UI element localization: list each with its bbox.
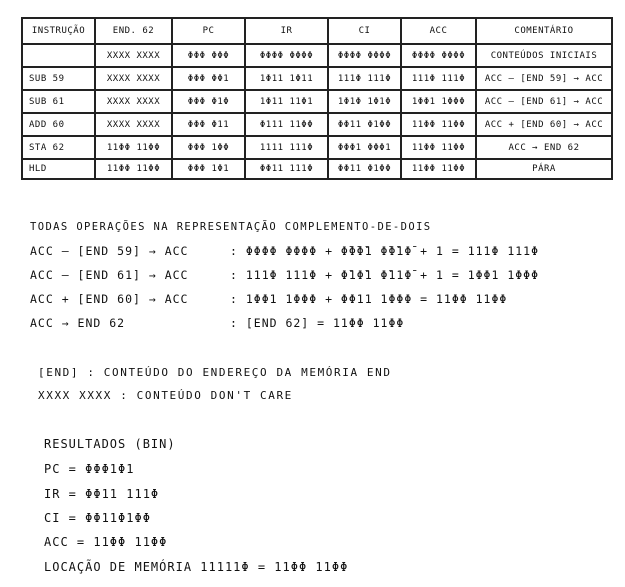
cell-end62: 11ΦΦ 11ΦΦ [95,136,172,159]
cell-ir: 1Φ11 1Φ11 [245,67,328,90]
cell-end62: XXXX XXXX [95,90,172,113]
cell-end62: XXXX XXXX [95,113,172,136]
cell-ci: ΦΦ11 Φ1ΦΦ [328,113,401,136]
cell-instrucao: SUB 59 [22,67,95,90]
result-ci: CI = ΦΦ11Φ1ΦΦ [44,511,151,525]
header-instrucao: INSTRUÇÃO [22,18,95,44]
cell-end62: XXXX XXXX [95,44,172,67]
cell-ir: Φ111 11ΦΦ [245,113,328,136]
cell-instrucao: ADD 60 [22,113,95,136]
execution-trace-table [21,17,613,180]
cell-pc: ΦΦΦ ΦΦ1 [172,67,245,90]
cell-ci: ΦΦΦΦ ΦΦΦΦ [328,44,401,67]
header-comentario: COMENTÁRIO [476,18,612,44]
result-memory: LOCAÇÃO DE MEMÓRIA 11111Φ = 11ΦΦ 11ΦΦ [44,560,349,574]
equation-line [30,292,507,306]
cell-ir: 1111 111Φ [245,136,328,159]
cell-comentario: PÁRA [476,159,612,179]
cell-acc: 11ΦΦ 11ΦΦ [401,113,476,136]
equation-line [30,316,404,330]
cell-acc: 11ΦΦ 11ΦΦ [401,159,476,179]
twos-complement-note: TODAS OPERAÇÕES NA REPRESENTAÇÃO COMPLEMENTO-DE-DOIS [30,221,432,233]
cell-comentario: CONTEÚDOS INICIAIS [476,44,612,67]
cell-comentario: ACC → END 62 [476,136,612,159]
cell-end62: 11ΦΦ 11ΦΦ [95,159,172,179]
cell-pc: ΦΦΦ ΦΦΦ [172,44,245,67]
cell-acc: ΦΦΦΦ ΦΦΦΦ [401,44,476,67]
cell-pc: ΦΦΦ Φ11 [172,113,245,136]
cell-ci: 1Φ1Φ 1Φ1Φ [328,90,401,113]
cell-pc: ΦΦΦ Φ1Φ [172,90,245,113]
cell-ci: ΦΦΦ1 ΦΦΦ1 [328,136,401,159]
cell-end62: XXXX XXXX [95,67,172,90]
result-pc: PC = ΦΦΦ1Φ1 [44,462,135,476]
table-row [22,159,612,179]
cell-ir: ΦΦ11 111Φ [245,159,328,179]
equation-lhs: ACC – [END 61] → ACC [30,268,189,282]
cell-acc: 11ΦΦ 11ΦΦ [401,136,476,159]
definition-end: [END] : CONTEÚDO DO ENDEREÇO DA MEMÓRIA END [38,366,392,379]
result-ir: IR = ΦΦ11 111Φ [44,487,160,501]
cell-comentario: ACC – [END 59] → ACC [476,67,612,90]
cell-acc: 111Φ 111Φ [401,67,476,90]
cell-ci: 111Φ 111Φ [328,67,401,90]
cell-ir: 1Φ11 11Φ1 [245,90,328,113]
table-row [22,90,612,113]
header-end62: END. 62 [95,18,172,44]
equation-rhs: : [END 62] = 11ΦΦ 11ΦΦ [230,316,405,330]
header-ci: CI [328,18,401,44]
cell-pc: ΦΦΦ 1ΦΦ [172,136,245,159]
header-ir: IR [245,18,328,44]
cell-comentario: ACC + [END 60] → ACC [476,113,612,136]
equation-rhs: : ΦΦΦΦ ΦΦΦΦ + Φ̄Φ̄Φ̄1 Φ̄Φ̄1Φ̄ + 1 = 111Φ 111Φ [230,244,540,258]
table-row [22,136,612,159]
equation-rhs: : 1ΦΦ1 1ΦΦΦ + ΦΦ11 1ΦΦΦ = 11ΦΦ 11ΦΦ [230,292,508,306]
table-row [22,67,612,90]
equation-lhs: ACC + [END 60] → ACC [30,292,189,306]
cell-ci: ΦΦ11 Φ1ΦΦ [328,159,401,179]
table-row [22,44,612,67]
table-header-row [22,18,612,44]
cell-comentario: ACC – [END 61] → ACC [476,90,612,113]
cell-acc: 1ΦΦ1 1ΦΦΦ [401,90,476,113]
equation-line [30,268,539,282]
cell-instrucao: HLD [22,159,95,179]
cell-pc: ΦΦΦ 1Φ1 [172,159,245,179]
definition-dont-care: XXXX XXXX : CONTEÚDO DON'T CARE [38,389,293,402]
cell-instrucao: SUB 61 [22,90,95,113]
equation-line [30,244,539,258]
cell-instrucao [22,44,95,67]
result-acc: ACC = 11ΦΦ 11ΦΦ [44,535,168,549]
header-pc: PC [172,18,245,44]
equation-lhs: ACC – [END 59] → ACC [30,244,189,258]
results-title: RESULTADOS (BIN) [44,437,176,451]
cell-ir: ΦΦΦΦ ΦΦΦΦ [245,44,328,67]
header-acc: ACC [401,18,476,44]
equation-lhs: ACC → END 62 [30,316,126,330]
table-row [22,113,612,136]
equation-rhs: : 111Φ 111Φ + Φ̄1Φ̄1 Φ̄11Φ̄ + 1 = 1ΦΦ1 1ΦΦΦ [230,268,540,282]
cell-instrucao: STA 62 [22,136,95,159]
